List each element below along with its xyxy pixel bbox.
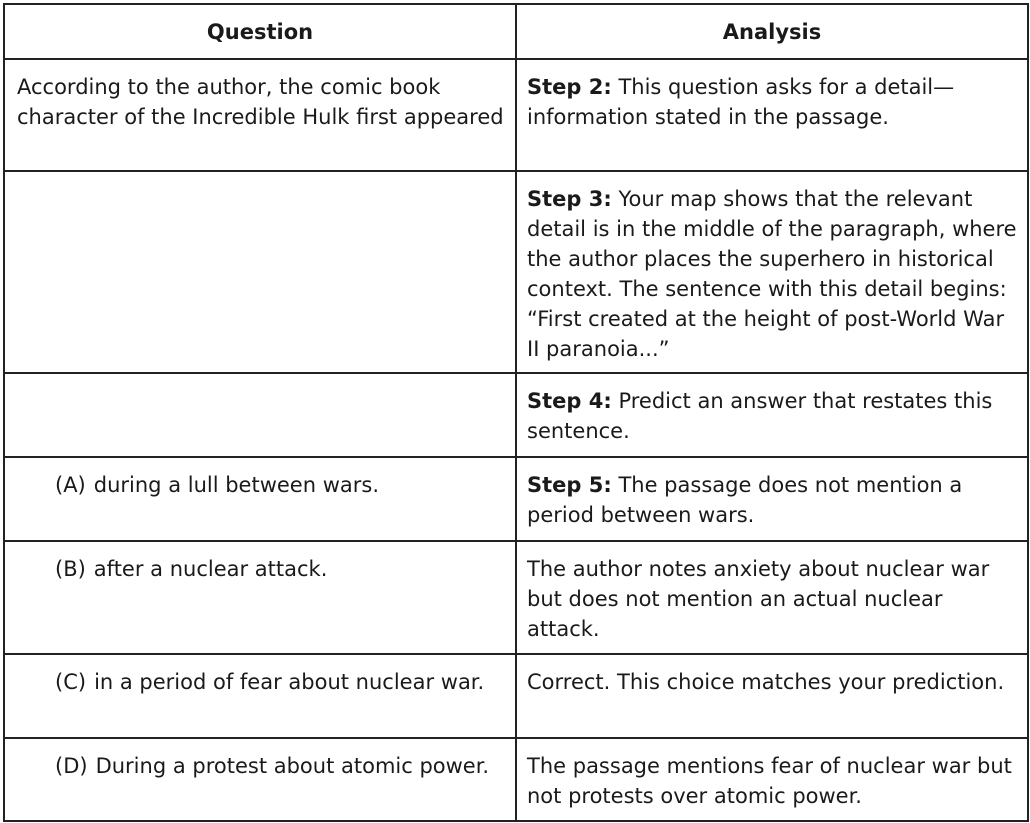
analysis-cell: [516, 59, 1028, 171]
analysis-text: Correct. This choice matches your prediction.: [527, 670, 1005, 694]
analysis-text: The passage does not mention a period between wars.: [527, 473, 963, 527]
table-row: [4, 457, 1028, 541]
question-text: [5, 172, 515, 184]
header-analysis: Analysis: [516, 4, 1028, 59]
analysis-cell: [516, 541, 1028, 654]
table-row: [4, 171, 1028, 373]
question-cell: [4, 171, 516, 373]
step-label: Step 2:: [527, 75, 612, 99]
question-analysis-table: [3, 3, 1029, 822]
analysis-cell: [516, 171, 1028, 373]
choice-cell: [4, 457, 516, 541]
choice-cell: [4, 541, 516, 654]
analysis-cell: [516, 457, 1028, 541]
choice-label: (C): [55, 670, 87, 694]
table-row: [4, 59, 1028, 171]
table-row: [4, 654, 1028, 738]
choice-label: (D): [55, 754, 88, 778]
choice-text: after a nuclear attack.: [93, 557, 328, 581]
table-row: [4, 373, 1028, 457]
choice-text: in a period of fear about nuclear war.: [94, 670, 485, 694]
analysis-text: The author notes anxiety about nuclear war but does not mention an actual nuclear attack.: [527, 557, 990, 641]
analysis-text: Predict an answer that restates this sentence.: [527, 389, 993, 443]
question-cell: [4, 373, 516, 457]
header-row: [4, 4, 1028, 59]
choice-cell: [4, 738, 516, 821]
choice-text: during a lull between wars.: [93, 473, 379, 497]
analysis-cell: [516, 373, 1028, 457]
question-text: [5, 374, 515, 386]
analysis-cell: [516, 738, 1028, 821]
choice-cell: [4, 654, 516, 738]
choice-label: (B): [55, 557, 86, 581]
table-row: [4, 541, 1028, 654]
analysis-text: Your map shows that the relevant detail is in the middle of the paragraph, where the author places the superhero in historical context. The sentence with this detail begins: “First created at the height of post-World War II paranoia...”: [527, 187, 1017, 361]
table-row: [4, 738, 1028, 821]
question-cell: [4, 59, 516, 171]
step-label: Step 5:: [527, 473, 612, 497]
choice-text: During a protest about atomic power.: [95, 754, 490, 778]
choice-label: (A): [55, 473, 86, 497]
analysis-text: This question asks for a detail—information stated in the passage.: [527, 75, 955, 129]
analysis-text: The passage mentions fear of nuclear war but not protests over atomic power.: [527, 754, 1012, 808]
header-question: Question: [4, 4, 516, 59]
question-text: According to the author, the comic book character of the Incredible Hulk first appeared: [17, 75, 504, 129]
analysis-cell: [516, 654, 1028, 738]
step-label: Step 3:: [527, 187, 612, 211]
step-label: Step 4:: [527, 389, 612, 413]
